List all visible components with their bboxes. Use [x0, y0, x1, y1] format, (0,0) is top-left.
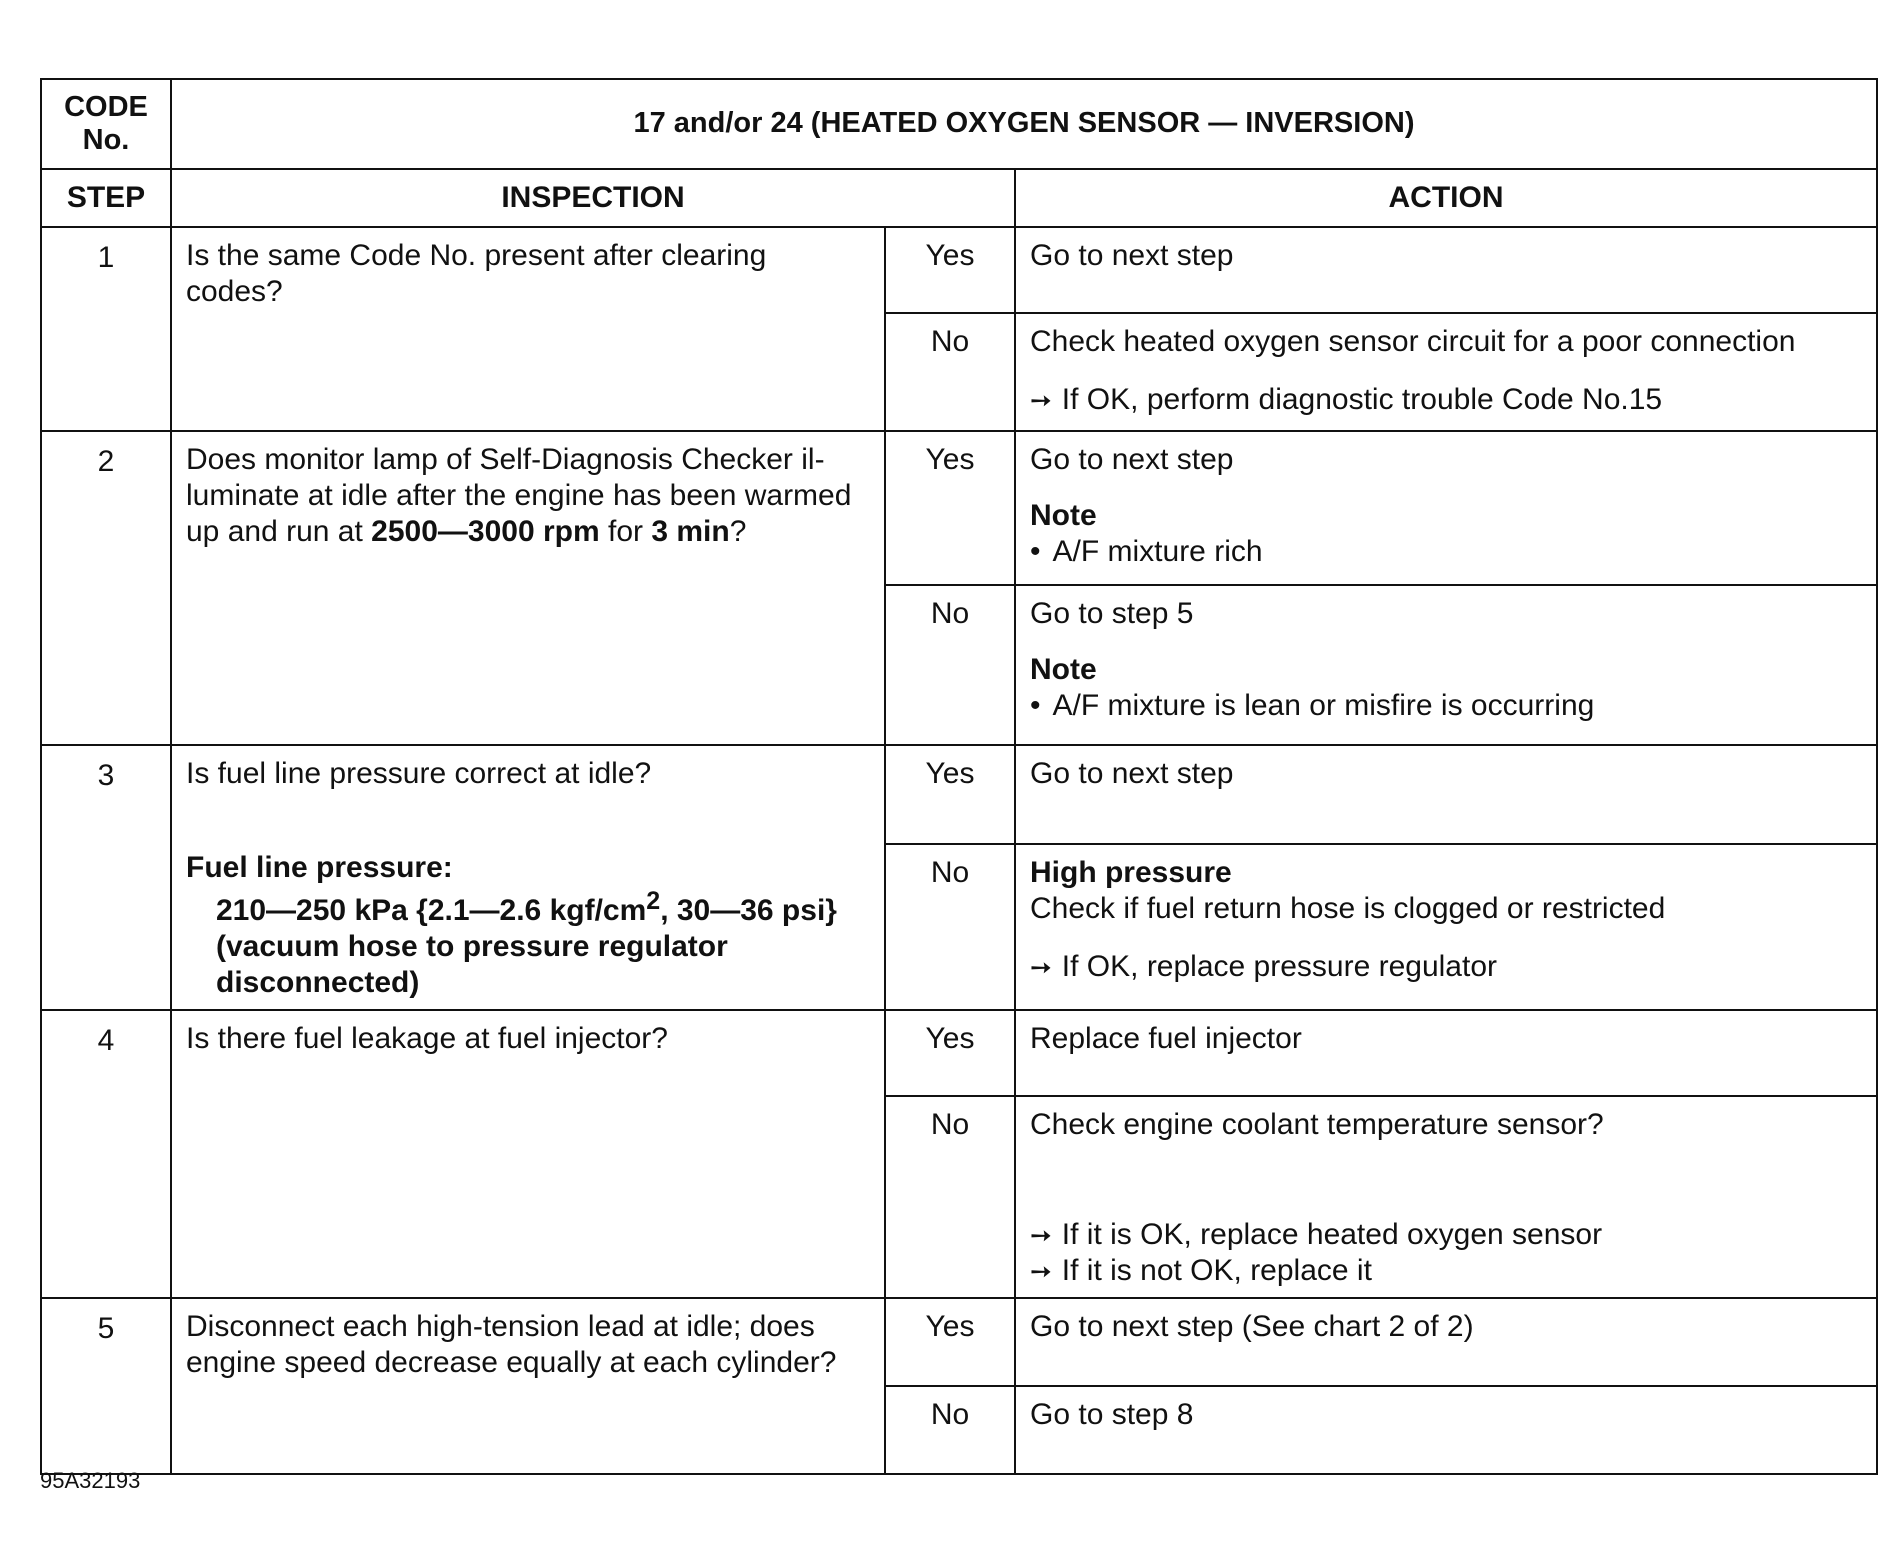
- right-arrow-icon: ➙: [1030, 1220, 1052, 1250]
- inspection-cell: [171, 745, 885, 1010]
- action-cell: [1015, 1096, 1877, 1298]
- action-column-header: ACTION: [1015, 169, 1877, 227]
- action-title: High pressure: [1030, 856, 1232, 890]
- diagnostic-table: [40, 78, 1878, 1475]
- step-number: 3: [41, 745, 171, 1010]
- inspection-text-end: ?: [729, 515, 747, 548]
- action-text: Check if fuel return hose is clogged or restricted: [1030, 892, 1666, 926]
- arrow-text: If it is OK, replace heated oxygen sensor: [1061, 1218, 1603, 1251]
- inspection-text: Is fuel line pressure correct at idle?: [186, 757, 652, 790]
- arrow-text: If it is not OK, replace it: [1061, 1254, 1372, 1287]
- table-row: [41, 1010, 1877, 1096]
- action-text: Go to next step (See chart 2 of 2): [1015, 1298, 1877, 1386]
- yes-label: Yes: [885, 1298, 1015, 1386]
- step-number: 1: [41, 227, 171, 431]
- note-title: Note: [1030, 653, 1097, 686]
- spec-value: [186, 886, 870, 929]
- table-row: [41, 431, 1877, 585]
- spec-value-superscript: 2: [646, 887, 661, 915]
- arrow-line: [1030, 949, 1862, 985]
- code-label-line1: CODE: [64, 90, 148, 123]
- code-label-line2: No.: [82, 124, 130, 156]
- inspection-cell: [171, 431, 885, 745]
- yes-label: Yes: [885, 431, 1015, 585]
- right-arrow-icon: ➙: [1030, 952, 1052, 983]
- column-header-row: [41, 169, 1877, 227]
- no-label: No: [885, 844, 1015, 1010]
- right-arrow-icon: ➙: [1030, 385, 1052, 415]
- action-text: Check heated oxygen sensor circuit for a poor connection: [1030, 325, 1796, 358]
- no-label: No: [885, 313, 1015, 431]
- no-label: No: [885, 585, 1015, 745]
- action-text: Go to step 8: [1015, 1386, 1877, 1474]
- arrow-text: If OK, perform diagnostic trouble Code No.15: [1061, 383, 1663, 416]
- inspection-text: Does monitor lamp of Self-Diagnosis Checker il- luminate at idle after the engine has been warmed up and run at: [186, 443, 852, 548]
- code-header-row: [41, 79, 1877, 169]
- yes-label: Yes: [885, 1010, 1015, 1096]
- right-arrow-icon: ➙: [1030, 1256, 1052, 1286]
- action-cell: [1015, 844, 1877, 1010]
- arrow-line: [1030, 1253, 1862, 1289]
- spec-value-main: 210—250 kPa {2.1—2.6 kgf/cm: [216, 894, 647, 927]
- figure-id: 95A32193: [40, 1468, 141, 1493]
- table-row: [41, 745, 1877, 844]
- inspection-text: Disconnect each high-tension lead at idle; does engine speed decrease equally at each cylinder?: [171, 1298, 885, 1474]
- step-number: 5: [41, 1298, 171, 1474]
- action-text: Replace fuel injector: [1015, 1010, 1877, 1096]
- arrow-line: [1030, 382, 1862, 418]
- yes-label: Yes: [885, 745, 1015, 844]
- rpm-value: 2500—3000 rpm: [371, 515, 600, 548]
- action-text: Go to next step: [1030, 443, 1234, 476]
- inspection-text-mid: for: [599, 515, 652, 548]
- no-label: No: [885, 1096, 1015, 1298]
- action-cell: [1015, 313, 1877, 431]
- action-cell: [1015, 431, 1877, 585]
- action-text: Go to next step: [1015, 227, 1877, 313]
- spec-value-psi: , 30—36 psi}: [660, 894, 837, 927]
- table-row: [41, 227, 1877, 313]
- action-cell: [1015, 585, 1877, 745]
- spec-condition: disconnected): [216, 966, 420, 999]
- action-text: Check engine coolant temperature sensor?: [1030, 1108, 1604, 1141]
- arrow-text: If OK, replace pressure regulator: [1061, 950, 1498, 984]
- note-item: • A/F mixture rich: [1030, 534, 1862, 570]
- inspection-text: Is there fuel leakage at fuel injector?: [171, 1010, 885, 1298]
- code-title: 17 and/or 24 (HEATED OXYGEN SENSOR — INVERSION): [171, 79, 1877, 169]
- duration-value: 3 min: [651, 515, 730, 548]
- step-column-header: STEP: [41, 169, 171, 227]
- action-text: Go to step 5: [1030, 597, 1194, 630]
- step-number: 2: [41, 431, 171, 745]
- table-row: [41, 1298, 1877, 1386]
- inspection-text: Is the same Code No. present after clearing codes?: [171, 227, 885, 431]
- no-label: No: [885, 1386, 1015, 1474]
- inspection-column-header: INSPECTION: [171, 169, 1015, 227]
- yes-label: Yes: [885, 227, 1015, 313]
- arrow-line: [1030, 1217, 1862, 1253]
- note-title: Note: [1030, 499, 1097, 532]
- action-text: Go to next step: [1015, 745, 1877, 844]
- step-number: 4: [41, 1010, 171, 1298]
- code-label-cell: [41, 79, 171, 169]
- spec-condition: (vacuum hose to pressure regulator: [216, 930, 728, 963]
- note-item: • A/F mixture is lean or misfire is occurring: [1030, 688, 1862, 724]
- spec-title: Fuel line pressure:: [186, 851, 453, 884]
